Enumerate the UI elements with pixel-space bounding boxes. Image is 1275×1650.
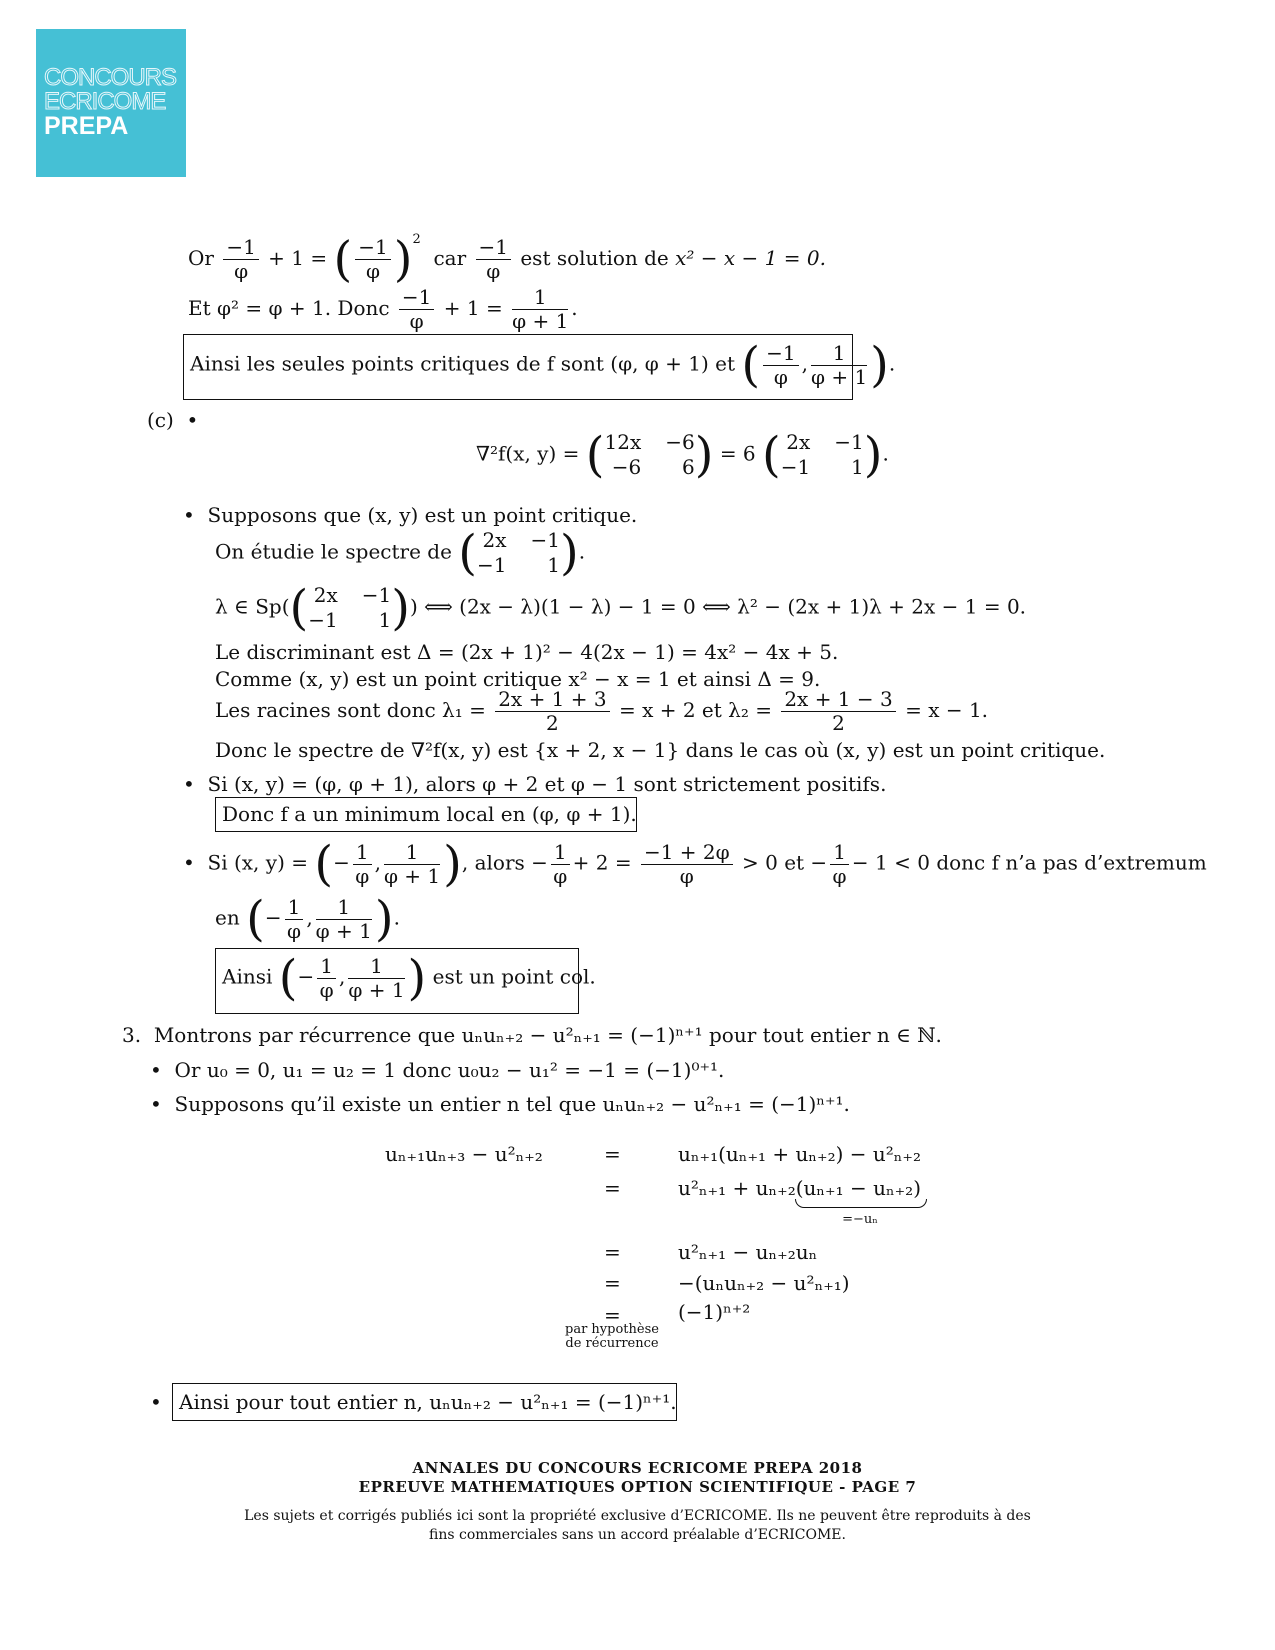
eq-quadratic: x² − x − 1 = 0. (675, 246, 826, 270)
line-en: en (− $\frac{1}{\varphi}$ , $\frac{1}{\varphi + 1}$ ). (215, 891, 400, 947)
bullet-suppose: • Supposons que (x, y) est un point critique. (183, 503, 638, 527)
text-or: Or (188, 246, 214, 270)
box-col-content: Ainsi (− $\frac{1}{\varphi}$ , $\frac{1}{\varphi + 1}$ ) est un point col. (222, 950, 596, 1006)
calc-r1: uₙ₊₁(uₙ₊₁ + uₙ₊₂) − u²ₙ₊₂ (678, 1142, 921, 1166)
footer-title-1: ANNALES DU CONCOURS ECRICOME PREPA 2018 (412, 1459, 863, 1477)
frac-m1-phi: $\frac{-1}{\varphi}$ (223, 236, 258, 283)
question-3: 3. Montrons par récurrence que uₙuₙ₊₂ − u²ₙ₊₁ = (−1)ⁿ⁺¹ pour tout entier n ∈ ℕ. (122, 1023, 942, 1047)
footer-legal-1: Les sujets et corrigés publiés ici sont la propriété exclusive d’ECRICOME. Ils ne peuvent être reproduits à des (244, 1508, 1031, 1524)
bullet-conclusion: • (150, 1390, 162, 1414)
brace-note: =−uₙ (842, 1212, 878, 1227)
calc-lhs: uₙ₊₁uₙ₊₃ − u²ₙ₊₂ (385, 1142, 543, 1166)
bullet-si2: • Si (x, y) = (− $\frac{1}{\varphi}$ , $\frac{1}{\varphi + 1}$ ), alors − $\frac{1}{\varphi}$ + 2 = $\frac{-1 + 2\varphi}{\varphi}$ > 0 et − $\frac{1}{\varphi}$ − 1 < 0 donc f n’a pas d’extremum (183, 836, 1207, 892)
footer-title-2: EPREUVE MATHEMATIQUES OPTION SCIENTIFIQUE - PAGE 7 (358, 1478, 917, 1496)
underbrace (795, 1199, 927, 1208)
plus-one-eq: + 1 = (268, 246, 328, 270)
ecricome-logo (36, 29, 186, 177)
calc-eq-5: = (604, 1303, 621, 1327)
bullet-init: • Or u₀ = 0, u₁ = u₂ = 1 donc u₀u₂ − u₁² = −1 = (−1)⁰⁺¹. (150, 1058, 725, 1082)
text-car: car (433, 246, 467, 270)
line-char-eq: λ ∈ Sp(( 2x −1 −1 1 )) ⟺ (2x − λ)(1 − λ) − 1 = 0 ⟺ λ² − (2x + 1)λ + 2x − 1 = 0. (215, 580, 1027, 636)
bullet-si1: • Si (x, y) = (φ, φ + 1), alors φ + 2 et φ − 1 sont strictement positifs. (183, 772, 887, 796)
logo-line-3: PREPA (44, 112, 129, 140)
logo-line-1: CONCOURS (44, 64, 177, 91)
footer-legal-2: fins commerciales sans un accord préalable d’ECRICOME. (429, 1527, 846, 1543)
line-spectre: On étudie le spectre de ( 2x −1 −1 1 ). (215, 525, 586, 581)
hypothesis-note: par hypothèse de récurrence (565, 1322, 659, 1351)
line-donc-spectre: Donc le spectre de ∇²f(x, y) est {x + 2, x − 1} dans le cas où (x, y) est un point critique. (215, 738, 1106, 762)
line-discriminant: Le discriminant est Δ = (2x + 1)² − 4(2x − 1) = 4x² − 4x + 5. (215, 640, 839, 664)
box1-content: Ainsi les seules points critiques de f sont (φ, φ + 1) et ( $\frac{-1}{\varphi}$ , $\frac{1}{\varphi + 1}$ ). (190, 337, 896, 393)
calc-r2: u²ₙ₊₁ + uₙ₊₂(uₙ₊₁ − uₙ₊₂) (678, 1176, 921, 1200)
calc-r3: u²ₙ₊₁ − uₙ₊₂uₙ (678, 1240, 818, 1264)
box2-text: Donc f a un minimum local en (φ, φ + 1). (222, 802, 637, 826)
box3-text: Ainsi pour tout entier n, uₙuₙ₊₂ − u²ₙ₊₁ = (−1)ⁿ⁺¹. (179, 1390, 677, 1414)
calc-r4: −(uₙuₙ₊₂ − u²ₙ₊₁) (678, 1271, 850, 1295)
text-est-solution: est solution de (520, 246, 669, 270)
line-racines: Les racines sont donc λ₁ = $\frac{2x + 1 + 3}{2}$ = x + 2 et λ₂ = $\frac{2x + 1 - 3}{2}$ = x − 1. (215, 687, 989, 735)
hessian-lhs: ∇²f(x, y) = (476, 441, 580, 466)
box1-text: Ainsi les seules points critiques de f sont (φ, φ + 1) et (190, 351, 736, 376)
line-et-phi2: Et φ² = φ + 1. Donc $\frac{-1}{\varphi}$ + 1 = $\frac{1}{\varphi + 1}$ . (188, 285, 578, 333)
calc-eq-1: = (604, 1142, 621, 1166)
frac-1-phi1: $\frac{1}{\varphi + 1}$ (512, 285, 569, 333)
line-comme: Comme (x, y) est un point critique x² − x = 1 et ainsi Δ = 9. (215, 667, 821, 691)
matrix-hessian: 12x −6 −6 6 (604, 430, 695, 479)
calc-eq-3: = (604, 1240, 621, 1264)
logo-line-2: ECRICOME (44, 88, 166, 115)
frac-m1-phi-2: $\frac{-1}{\varphi}$ (355, 236, 390, 283)
line-or: Or $\frac{-1}{\varphi}$ + 1 = ( $\frac{-1}{\varphi}$ )$^2$ car $\frac{-1}{\varphi}$ est solution de x² − x − 1 = 0. (188, 231, 826, 288)
matrix-a: 2x −1 −1 1 (780, 430, 864, 479)
frac-m1-phi-3: $\frac{-1}{\varphi}$ (476, 236, 511, 283)
frac-m1-phi-4: $\frac{-1}{\varphi}$ (399, 286, 434, 333)
hessian-equation: ∇²f(x, y) = ( 12x −6 −6 6 ) = 6 ( 2x −1 −1 1 ). (476, 427, 889, 483)
calc-eq-2: = (604, 1176, 621, 1200)
calc-r5: (−1)ⁿ⁺² (678, 1300, 751, 1324)
text-et-phi2: Et φ² = φ + 1. Donc (188, 296, 390, 320)
calc-eq-4: = (604, 1271, 621, 1295)
bullet-hyp: • Supposons qu’il existe un entier n tel que uₙuₙ₊₂ − u²ₙ₊₁ = (−1)ⁿ⁺¹. (150, 1092, 850, 1116)
item-c-label: (c) • (147, 408, 199, 432)
